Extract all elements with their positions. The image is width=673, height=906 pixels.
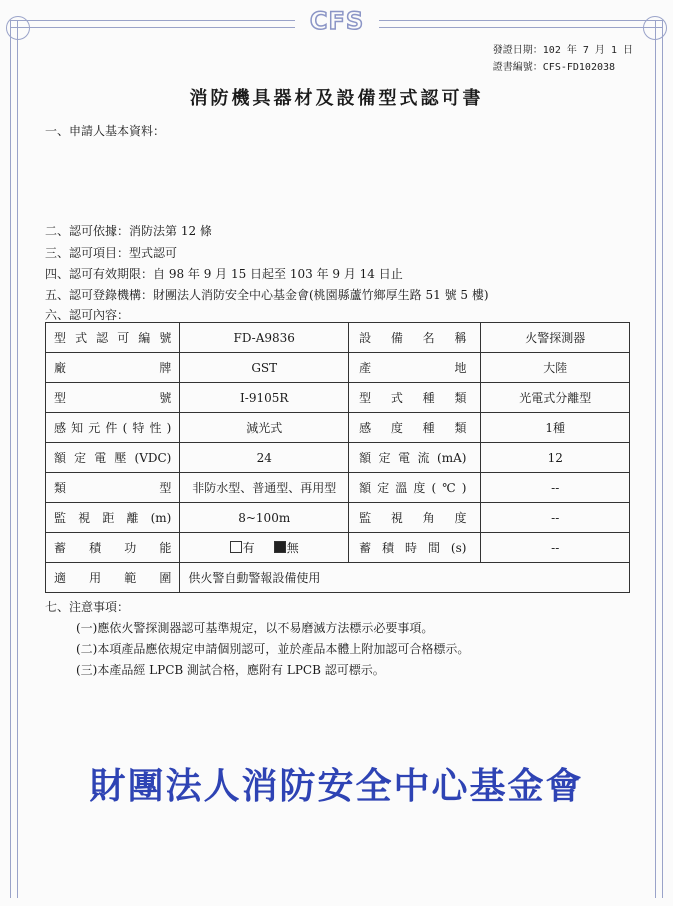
option-no-label: 無 — [286, 541, 299, 555]
checkbox-yes — [230, 541, 242, 553]
table-row — [46, 443, 630, 473]
cell-label: 設備名稱 — [349, 323, 481, 353]
cell-label: 適用範圍 — [46, 563, 180, 593]
note-item: (一)應依火警探測器認可基準規定，以不易磨滅方法標示必要事項。 — [76, 621, 434, 635]
cell-value: 大陸 — [481, 353, 630, 383]
option-yes-label: 有 — [242, 541, 255, 555]
section-registry: 五、認可登錄機構：財團法人消防安全中心基金會(桃園縣蘆竹鄉厚生路 51 號 5 樓) — [45, 288, 489, 302]
cell-value: I-9105R — [180, 383, 349, 413]
accumulation-options — [180, 533, 349, 563]
section-basis: 二、認可依據：消防法第 12 條 — [45, 224, 212, 238]
cell-value: -- — [481, 473, 630, 503]
cell-value: 8~100m — [180, 503, 349, 533]
cell-value: 12 — [481, 443, 630, 473]
cell-label: 產地 — [349, 353, 481, 383]
cell-value: FD-A9836 — [180, 323, 349, 353]
section-content: 六、認可內容： — [45, 308, 130, 322]
cell-label: 廠牌 — [46, 353, 180, 383]
table-row — [46, 563, 630, 593]
notes-list — [76, 618, 469, 681]
cell-value: -- — [481, 503, 630, 533]
cell-value: 1種 — [481, 413, 630, 443]
document-title: 消防機具器材及設備型式認可書 — [189, 88, 484, 109]
cell-label: 型號 — [46, 383, 180, 413]
cell-label: 感知元件(特性) — [46, 413, 180, 443]
note-item: (二)本項產品應依規定申請個別認可，並於產品本體上附加認可合格標示。 — [76, 642, 470, 656]
issue-date: 發證日期：102 年 7 月 1 日 — [492, 45, 633, 56]
cell-label: 監視距離(m) — [46, 503, 180, 533]
cell-label: 型式種類 — [349, 383, 481, 413]
corner-ornament-top-right — [643, 16, 667, 40]
table-row — [46, 503, 630, 533]
cell-label: 額定電壓(VDC) — [46, 443, 180, 473]
section-applicant: 一、申請人基本資料： — [45, 124, 166, 138]
section-validity: 四、認可有效期限：自 98 年 9 月 15 日起至 103 年 9 月 14 日止 — [45, 267, 403, 281]
cell-value: 減光式 — [180, 413, 349, 443]
table-row — [46, 353, 630, 383]
cell-label: 蓄積功能 — [46, 533, 180, 563]
cell-value: 24 — [180, 443, 349, 473]
section-notes: 七、注意事項： — [45, 600, 130, 614]
table-row — [46, 533, 630, 563]
cell-label: 監視角度 — [349, 503, 481, 533]
table-row — [46, 323, 630, 353]
table-row — [46, 383, 630, 413]
spec-table — [45, 322, 630, 593]
scope-value: 供火警自動警報設備使用 — [180, 563, 630, 593]
cell-value: GST — [180, 353, 349, 383]
table-row — [46, 473, 630, 503]
certificate-meta — [493, 42, 633, 76]
cell-label: 類型 — [46, 473, 180, 503]
note-item: (三)本產品經 LPCB 測試合格，應附有 LPCB 認可標示。 — [76, 663, 385, 677]
checkbox-no-checked — [274, 541, 286, 553]
section-item: 三、認可項目：型式認可 — [45, 246, 178, 260]
organization-seal: 財團法人消防安全中心基金會 — [89, 766, 584, 807]
logo-text: CFS — [309, 7, 365, 35]
certificate-number: 證書編號：CFS-FD102038 — [492, 62, 616, 73]
cell-label: 蓄積時間(s) — [349, 533, 481, 563]
cell-value: 非防水型、普通型、再用型 — [180, 473, 349, 503]
cell-value: -- — [481, 533, 630, 563]
cell-value: 光電式分離型 — [481, 383, 630, 413]
cell-label: 感度種類 — [349, 413, 481, 443]
cell-label: 型式認可編號 — [46, 323, 180, 353]
cfs-logo — [295, 6, 379, 36]
cell-label: 額定溫度(℃) — [349, 473, 481, 503]
corner-ornament-top-left — [6, 16, 30, 40]
cell-label: 額定電流(mA) — [349, 443, 481, 473]
table-row — [46, 413, 630, 443]
cell-value: 火警探測器 — [481, 323, 630, 353]
